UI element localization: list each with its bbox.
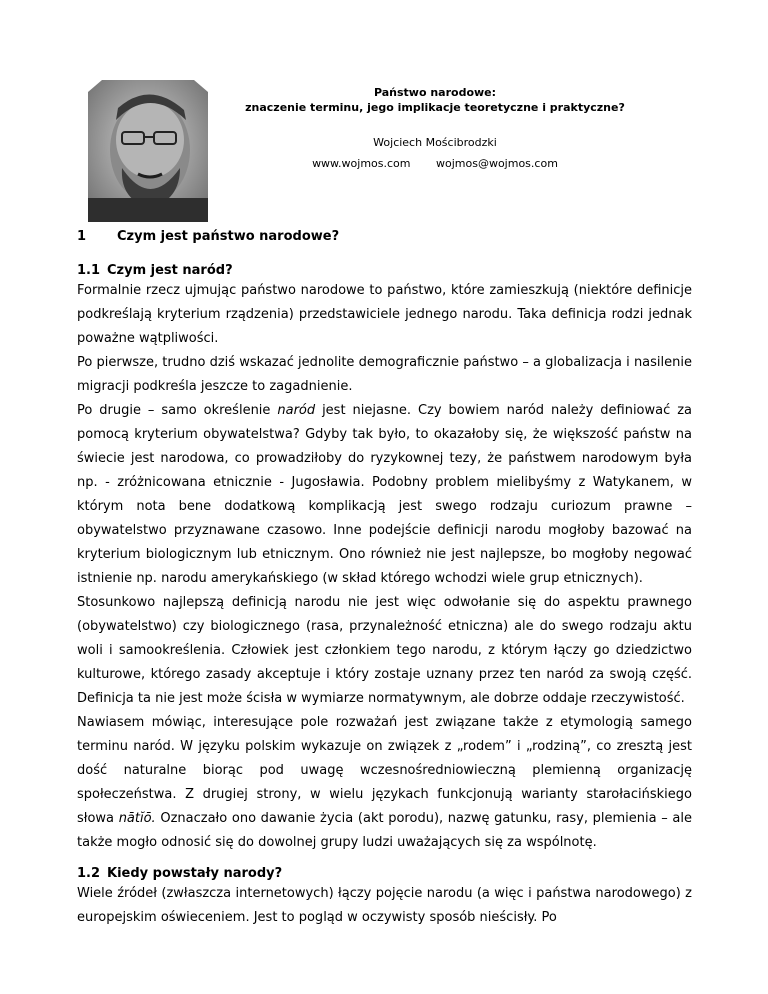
document-header <box>220 85 650 171</box>
document-body <box>77 228 692 930</box>
section-number: 1.1 <box>77 263 101 278</box>
document-title-line1: Państwo narodowe: <box>373 86 497 99</box>
text-run: jest niejasne. Czy bowiem naród należy definiować za pomocą kryterium obywatelstwa? Gdyby tak było, to okazałoby się, że większość państw na świecie jest narodowa, co prowadziłoby do ryzykownej tezy, że państwem narodowym była np. - zróżnicowana etnicznie - Jugosławia. Podobny problem mielibyśmy z Watykanem, w którym nota bene dodatkową komplikacją jest swego rodzaju curiozum prawne – obywatelstwo przyznawane czasowo. Inne podejście definicji narodu mogłoby bazować na kryterium biologicznym lub etnicznym. Ono również nie jest najlepsze, bo mogłoby negować istnienie np. narodu amerykańskiego (w skład którego wchodzi wiele grup etnicznych). <box>77 403 692 586</box>
text-run: Nawiasem mówiąc, interesujące pole rozważań jest związane także z etymologią samego terminu naród. W języku polskim wykazuje on związek z „rodem” i „rodziną”, co zresztą jest dość naturalne biorąc pod uwagę wczesnośredniowieczną plemienną organizację społeczeństwa. Z drugiej strony, w wielu językach funkcjonują warianty starołacińskiego słowa <box>77 715 692 826</box>
paragraph: Stosunkowo najlepszą definicją narodu nie jest więc odwołanie się do aspektu prawnego (obywatelstwo) czy biologicznego (rasa, przynależność etniczna) ale do swego rodzaju aktu woli i samookreślenia. Człowiek jest członkiem tego narodu, z którym łączy go dziedzictwo kulturowe, którego zasady akceptuje i który zostaje uznany przez ten naród za swoją część. Definicja ta nie jest może ścisła w wymiarze normatywnym, ale dobrze oddaje rzeczywistość. <box>77 595 692 706</box>
paragraph <box>77 399 692 591</box>
section-title: Czym jest naród? <box>107 263 233 278</box>
section-number: 1.2 <box>77 866 101 881</box>
author-name: Wojciech Mościbrodzki <box>373 136 497 149</box>
section-heading-1-1 <box>77 262 692 279</box>
emphasis-text: nātĭō. <box>118 811 156 826</box>
text-run: Po drugie – samo określenie <box>77 403 278 418</box>
section-heading-1 <box>77 228 692 246</box>
section-heading-1-2 <box>77 865 692 882</box>
emphasis-text: naród <box>277 403 316 418</box>
author-photo <box>88 80 208 222</box>
email-link[interactable]: wojmos@wojmos.com <box>436 157 558 170</box>
section-title: Czym jest państwo narodowe? <box>117 229 340 244</box>
text-run: Oznaczało ono dawanie życia (akt porodu), nazwę gatunku, rasy, plemienia – ale także mogło odnosić się do dowolnej grupy ludzi uważających się za wspólnotę. <box>77 811 692 850</box>
section-title: Kiedy powstały narody? <box>107 866 283 881</box>
author-links <box>220 156 650 171</box>
paragraph: Wiele źródeł (zwłaszcza internetowych) łączy pojęcie narodu (a więc i państwa narodowego) z europejskim oświeceniem. Jest to pogląd w oczywisty sposób nieścisły. Po <box>77 886 692 925</box>
paragraph <box>77 711 692 855</box>
website-link[interactable]: www.wojmos.com <box>312 157 411 170</box>
paragraph: Formalnie rzecz ujmując państwo narodowe to państwo, które zamieszkują (niektóre definicje podkreślają kryterium rządzenia) przedstawiciele jednego narodu. Taka definicja rodzi jednak poważne wątpliwości. <box>77 283 692 346</box>
section-number: 1 <box>77 229 87 244</box>
paragraph: Po pierwsze, trudno dziś wskazać jednolite demograficznie państwo – a globalizacja i nasilenie migracji podkreśla jeszcze to zagadnienie. <box>77 355 692 394</box>
document-title-line2: znaczenie terminu, jego implikacje teoretyczne i praktyczne? <box>245 101 625 114</box>
